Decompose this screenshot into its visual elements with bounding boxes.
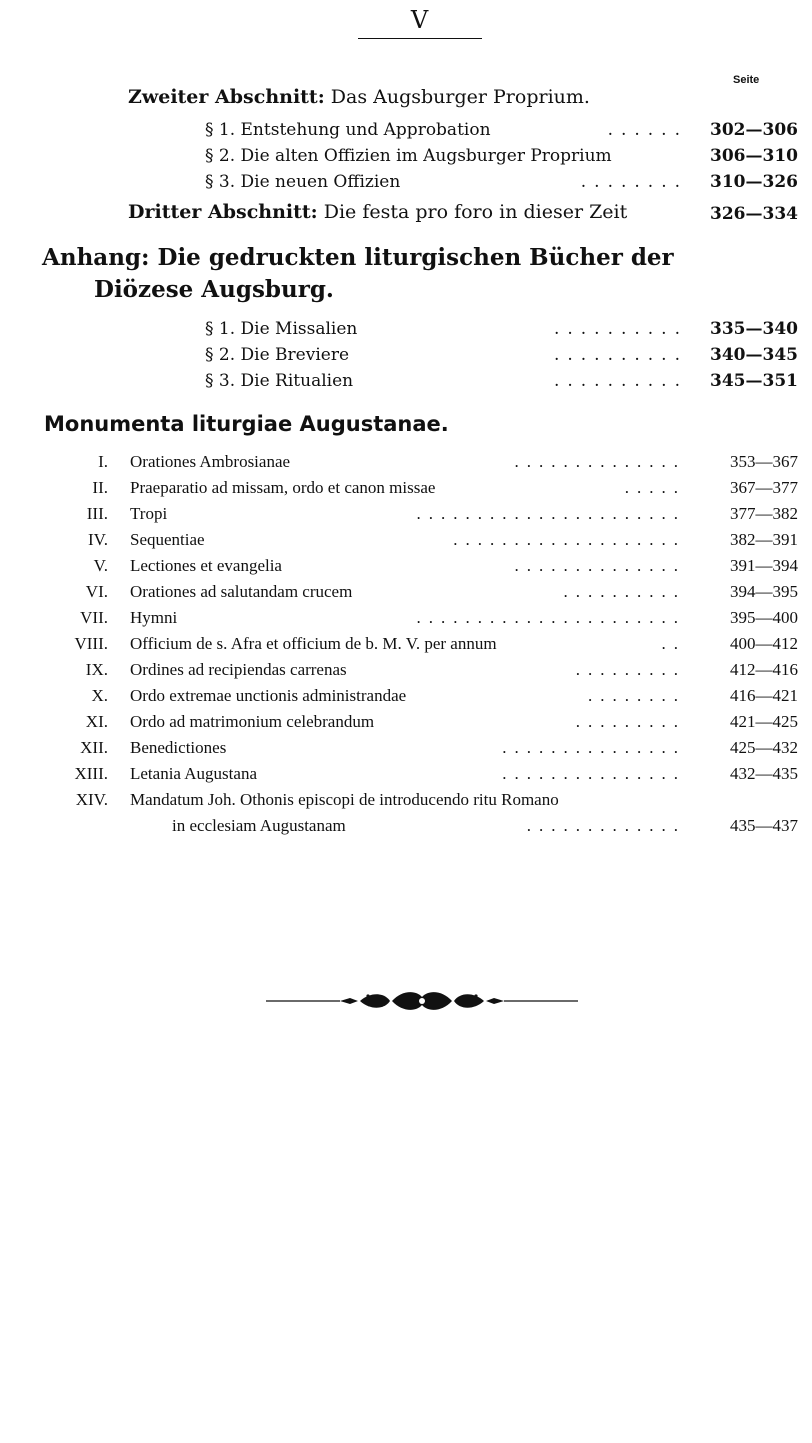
header-rule xyxy=(358,38,482,39)
toc-entry xyxy=(205,117,798,143)
leader-dots: ......... xyxy=(575,712,686,731)
entry-roman: V. xyxy=(93,556,108,575)
entry-label: § 3. Die Ritualien xyxy=(205,371,354,391)
entry-label: Lectiones et evangelia xyxy=(130,556,282,575)
monumenta-entry xyxy=(44,501,798,527)
entry-roman: II. xyxy=(92,478,108,497)
monumenta-entry xyxy=(44,553,798,579)
leader-dots: ......... xyxy=(575,660,686,679)
entry-label: § 3. Die neuen Offizien xyxy=(205,172,401,192)
monumenta-entry xyxy=(44,735,798,761)
leader-dots: .......... xyxy=(553,319,688,339)
leader-dots: ...................... xyxy=(416,608,686,627)
leader-dots: ..... xyxy=(624,478,686,497)
entry-pages: 302—306 xyxy=(710,120,798,140)
entry-roman: X. xyxy=(91,686,108,705)
entry-roman: VIII. xyxy=(74,634,108,653)
entry-roman: XIV. xyxy=(75,790,108,809)
entry-pages: 377—382 xyxy=(730,504,798,523)
monumenta-entry xyxy=(44,761,798,787)
monumenta-entry xyxy=(44,709,798,735)
leader-dots: ............... xyxy=(502,738,686,757)
leader-dots: ........ xyxy=(588,686,686,705)
entry-label: Benedictiones xyxy=(130,738,227,757)
monumenta-entry xyxy=(44,631,798,657)
entry-label: Officium de s. Afra et officium de b. M. V. per annum xyxy=(130,634,497,653)
ornament-divider xyxy=(266,988,578,1014)
entry-roman: I. xyxy=(98,452,108,471)
entry-pages: 335—340 xyxy=(710,319,798,339)
entry-roman: XII. xyxy=(80,738,108,757)
leader-dots: ...... xyxy=(607,120,688,140)
anhang-line-2: Diözese Augsburg. xyxy=(94,276,334,303)
dritter-abschnitt-pages-row xyxy=(700,201,798,227)
entry-pages: 400—412 xyxy=(730,634,798,653)
entry-label: Ordo ad matrimonium celebrandum xyxy=(130,712,375,731)
monumenta-title: Monumenta liturgiae Augustanae. xyxy=(44,412,449,436)
seite-label: Seite xyxy=(733,74,760,86)
toc-entry xyxy=(205,368,798,394)
entry-label: § 2. Die Breviere xyxy=(205,345,350,365)
leader-dots: ........ xyxy=(580,172,688,192)
toc-entry xyxy=(205,143,798,169)
anhang-heading xyxy=(42,242,674,306)
entry-pages: 425—432 xyxy=(730,738,798,757)
entry-label: § 1. Die Missalien xyxy=(205,319,358,339)
entry-roman: IV. xyxy=(88,530,108,549)
monumenta-entry-continuation xyxy=(44,813,798,839)
entry-label: § 2. Die alten Offizien im Augsburger Proprium xyxy=(205,146,612,166)
entry-label: Mandatum Joh. Othonis episcopi de introducendo ritu Romano xyxy=(130,790,559,809)
anhang-line-1: Anhang: Die gedruckten liturgischen Bücher der xyxy=(42,244,674,271)
entry-label: Praeparatio ad missam, ordo et canon missae xyxy=(130,478,436,497)
entry-roman: VII. xyxy=(80,608,108,627)
leader-dots: ............. xyxy=(526,816,686,835)
dritter-abschnitt-label: Dritter Abschnitt: xyxy=(128,201,318,223)
entry-label: Letania Augustana xyxy=(130,764,257,783)
leader-dots: .......... xyxy=(553,371,688,391)
monumenta-entry xyxy=(44,683,798,709)
entry-pages: 340—345 xyxy=(710,345,798,365)
entry-roman: XI. xyxy=(85,712,108,731)
entry-pages: 391—394 xyxy=(730,556,798,575)
leader-dots: .......... xyxy=(563,582,686,601)
entry-pages: 416—421 xyxy=(730,686,798,705)
monumenta-entry xyxy=(44,449,798,475)
zweiter-abschnitt-label: Zweiter Abschnitt: xyxy=(128,86,325,108)
leader-dots: .............. xyxy=(514,556,686,575)
entry-pages: 353—367 xyxy=(730,452,798,471)
entry-pages: 345—351 xyxy=(710,371,798,391)
monumenta-entry xyxy=(44,475,798,501)
monumenta-entry xyxy=(44,579,798,605)
entry-roman: XIII. xyxy=(74,764,108,783)
zweiter-abschnitt-heading xyxy=(128,86,590,108)
leader-dots: .............. xyxy=(514,452,686,471)
entry-pages: 310—326 xyxy=(710,172,798,192)
entry-pages: 435—437 xyxy=(730,816,798,835)
dritter-abschnitt-heading xyxy=(128,201,627,223)
entry-pages: 412—416 xyxy=(730,660,798,679)
entry-label: Ordines ad recipiendas carrenas xyxy=(130,660,347,679)
leader-dots: ................... xyxy=(453,530,686,549)
entry-pages: 395—400 xyxy=(730,608,798,627)
leader-dots: .. xyxy=(661,634,686,653)
entry-roman: IX. xyxy=(85,660,108,679)
toc-entry xyxy=(205,316,798,342)
entry-label: Hymni xyxy=(130,608,178,627)
monumenta-entry xyxy=(44,657,798,683)
toc-entry xyxy=(205,342,798,368)
monumenta-entry xyxy=(44,605,798,631)
entry-label: Sequentiae xyxy=(130,530,205,549)
entry-label: Orationes Ambrosianae xyxy=(130,452,291,471)
entry-pages: 306—310 xyxy=(710,146,798,166)
entry-pages: 367—377 xyxy=(730,478,798,497)
leader-dots: ...................... xyxy=(416,504,686,523)
monumenta-entry xyxy=(44,527,798,553)
entry-label: Orationes ad salutandam crucem xyxy=(130,582,353,601)
leader-dots: .......... xyxy=(553,345,688,365)
monumenta-entry xyxy=(44,787,798,813)
entry-pages: 421—425 xyxy=(730,712,798,731)
toc-entry xyxy=(205,169,798,195)
entry-label: § 1. Entstehung und Approbation xyxy=(205,120,491,140)
leader-dots: ............... xyxy=(502,764,686,783)
zweiter-abschnitt-title: Das Augsburger Proprium. xyxy=(330,86,590,108)
dritter-abschnitt-title: Die festa pro foro in dieser Zeit xyxy=(323,201,628,223)
entry-label: Tropi xyxy=(130,504,168,523)
page-number: V xyxy=(410,6,430,34)
entry-pages: 394—395 xyxy=(730,582,798,601)
entry-pages: 326—334 xyxy=(710,204,798,224)
entry-label: in ecclesiam Augustanam xyxy=(172,816,346,835)
entry-pages: 382—391 xyxy=(730,530,798,549)
entry-label: Ordo extremae unctionis administrandae xyxy=(130,686,407,705)
entry-roman: III. xyxy=(86,504,108,523)
entry-roman: VI. xyxy=(85,582,108,601)
entry-pages: 432—435 xyxy=(730,764,798,783)
